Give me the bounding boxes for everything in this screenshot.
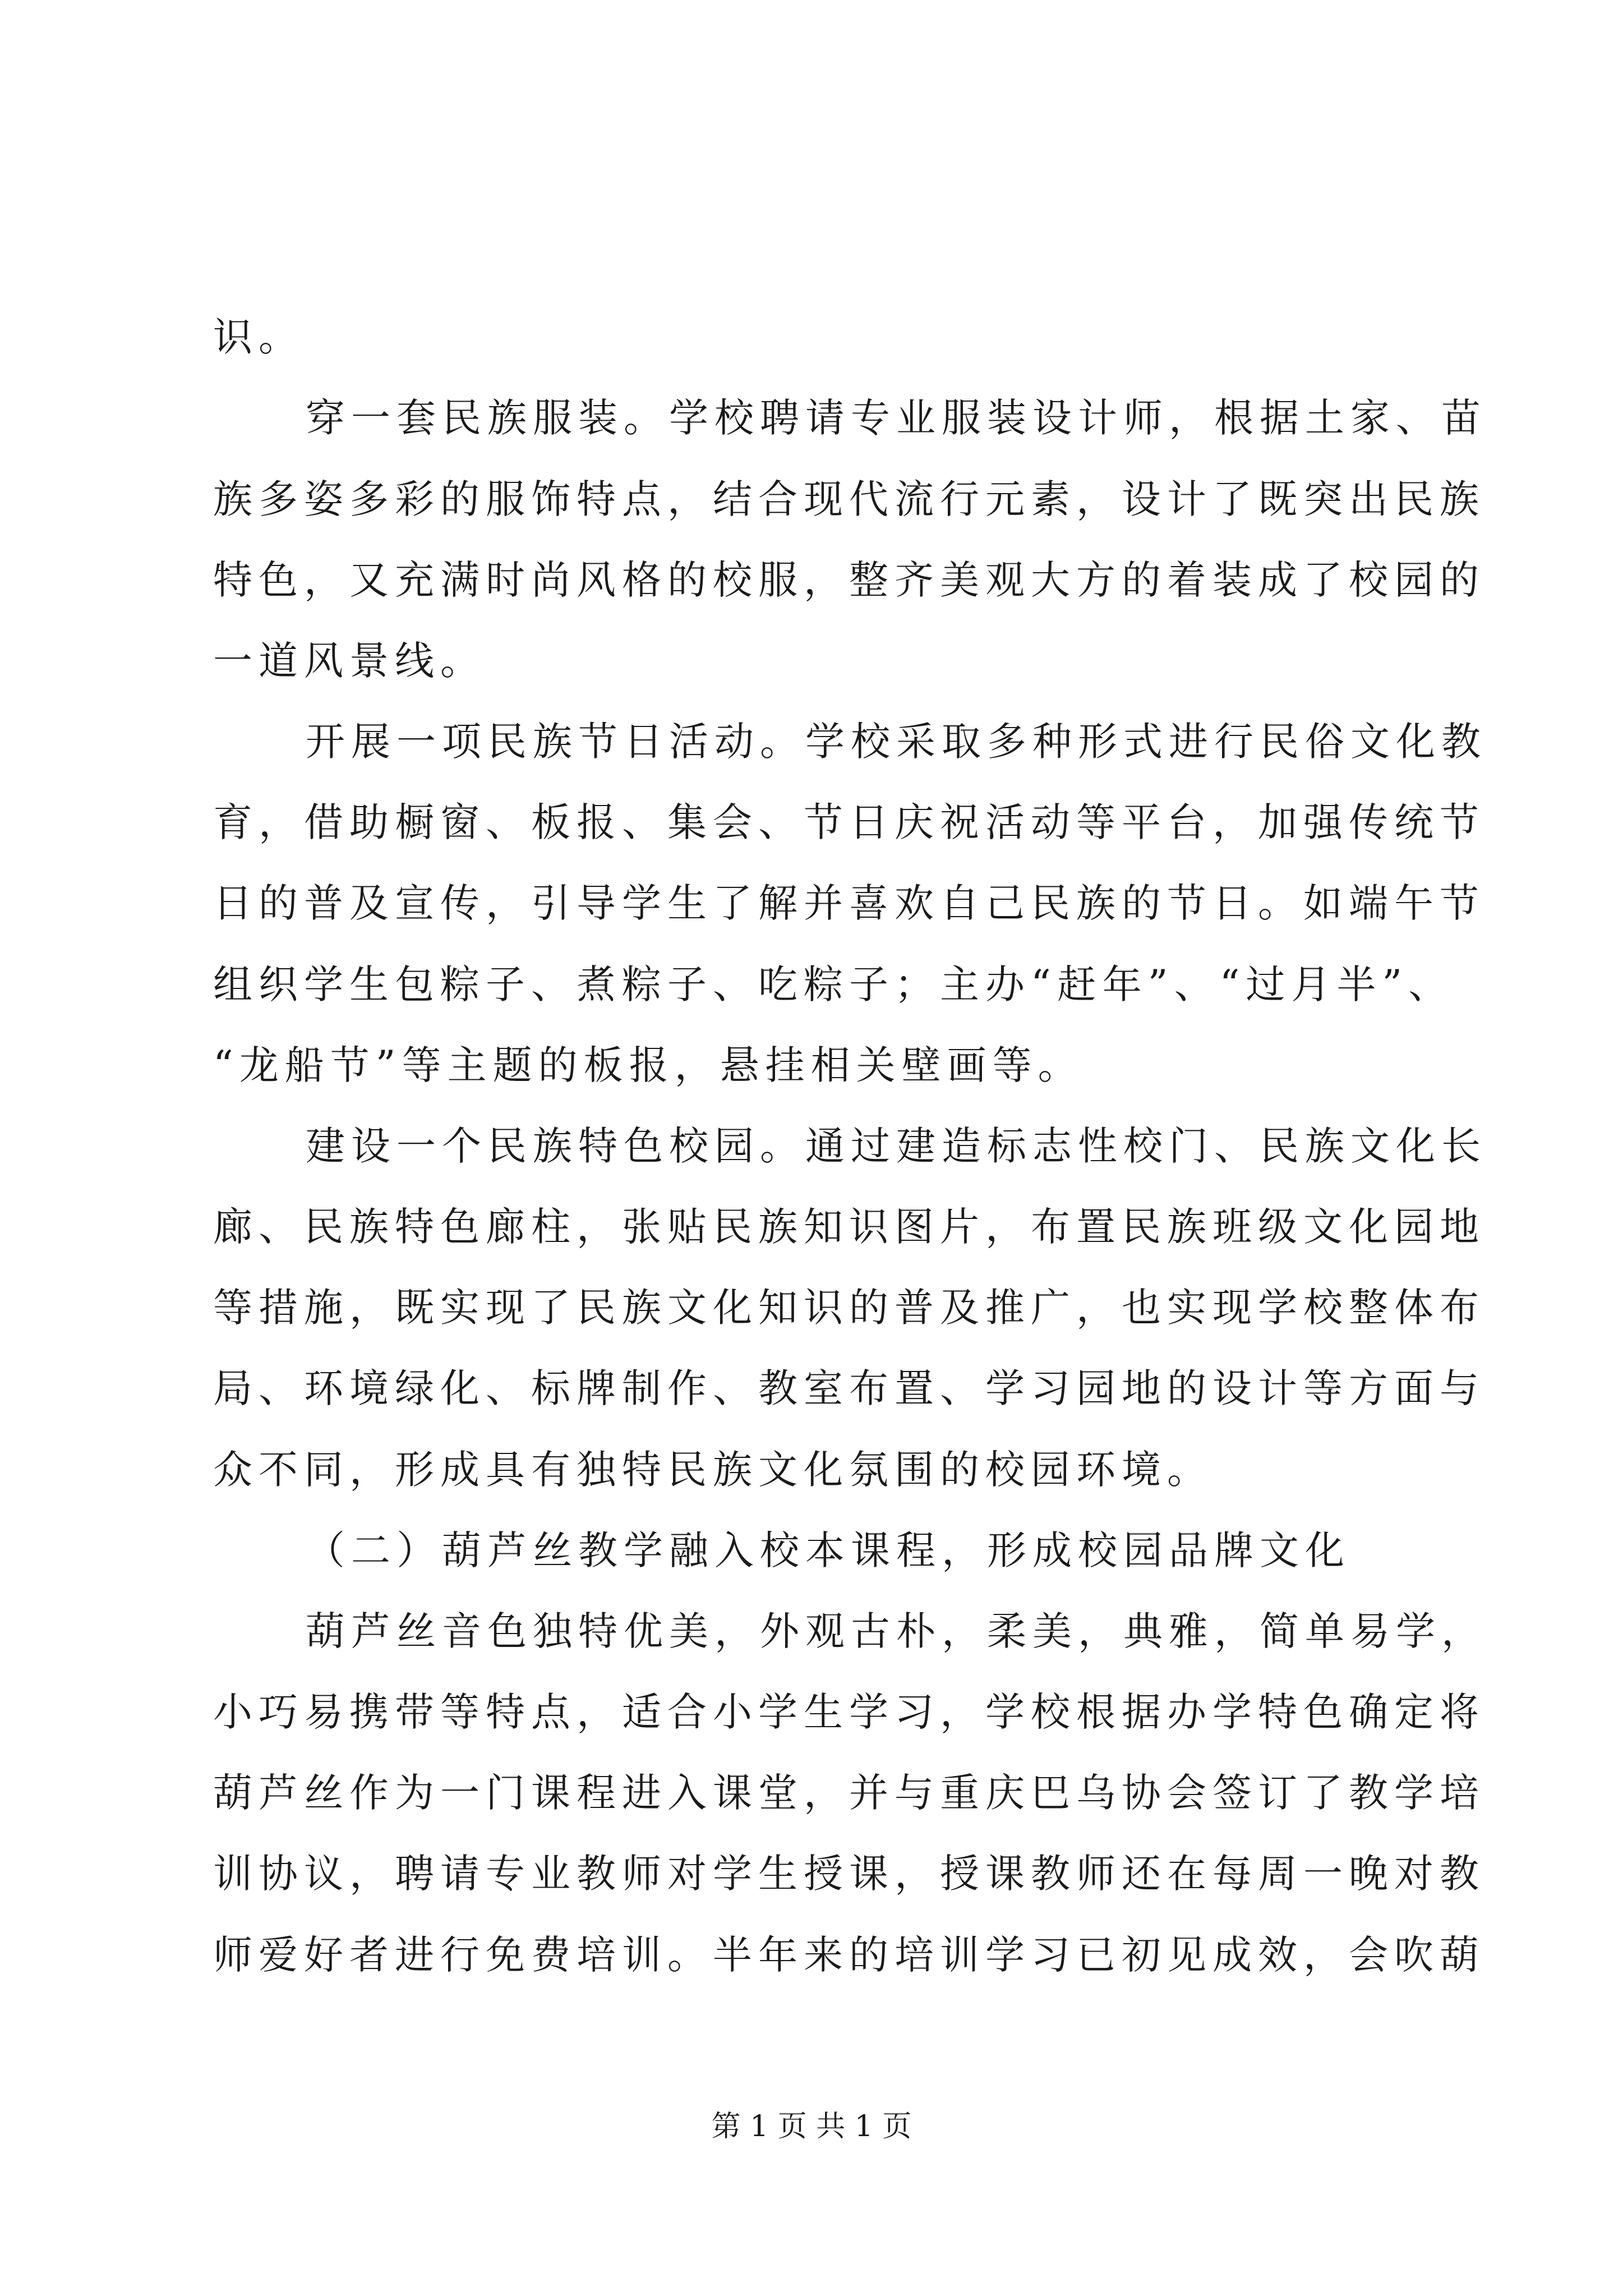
- body-text-line: 组织学生包粽子、煮粽子、吃粽子；主办“赶年”、“过月半”、: [213, 961, 1454, 1007]
- body-text-line: 小巧易携带等特点，适合小学生学习，学校根据办学特色确定将: [213, 1689, 1485, 1735]
- body-text-line: 葫芦丝作为一门课程进入课堂，并与重庆巴乌协会签订了教学培: [213, 1770, 1485, 1816]
- body-text-line: “龙船节”等主题的板报，悬挂相关壁画等。: [213, 1042, 1083, 1088]
- body-text-line: 局、环境绿化、标牌制作、教室布置、学习园地的设计等方面与: [213, 1365, 1485, 1411]
- body-text-line: 廊、民族特色廊柱，张贴民族知识图片，布置民族班级文化园地: [213, 1204, 1485, 1250]
- paragraph-first-line: 开展一项民族节日活动。学校采取多种形式进行民俗文化教: [306, 719, 1487, 765]
- body-text-line: 育，借助橱窗、板报、集会、节日庆祝活动等平台，加强传统节: [213, 799, 1485, 845]
- body-text-line: 特色，又充满时尚风格的校服，整齐美观大方的着装成了校园的: [213, 557, 1485, 603]
- paragraph-first-line: 穿一套民族服装。学校聘请专业服装设计师，根据土家、苗: [306, 395, 1487, 441]
- body-text-line: 族多姿多彩的服饰特点，结合现代流行元素，设计了既突出民族: [213, 476, 1485, 522]
- body-text-line: 等措施，既实现了民族文化知识的普及推广，也实现学校整体布: [213, 1285, 1485, 1331]
- body-text-line: 一道风景线。: [213, 638, 486, 684]
- paragraph-first-line: 葫芦丝音色独特优美，外观古朴，柔美，典雅，简单易学，: [306, 1608, 1487, 1654]
- body-text-line: 日的普及宣传，引导学生了解并喜欢自己民族的节日。如端午节: [213, 880, 1485, 926]
- body-text-line: 众不同，形成具有独特民族文化氛围的校园环境。: [213, 1447, 1212, 1493]
- paragraph-first-line: 建设一个民族特色校园。通过建造标志性校门、民族文化长: [306, 1123, 1487, 1169]
- body-text-line: 训协议，聘请专业教师对学生授课，授课教师还在每周一晚对教: [213, 1851, 1485, 1897]
- body-text-line: 识。: [213, 314, 304, 360]
- body-text-line: 师爱好者进行免费培训。半年来的培训学习已初见成效，会吹葫: [213, 1932, 1485, 1978]
- section-heading: （二）葫芦丝教学融入校本课程，形成校园品牌文化: [306, 1527, 1350, 1573]
- page-number-footer: 第 1 页 共 1 页: [711, 2110, 912, 2143]
